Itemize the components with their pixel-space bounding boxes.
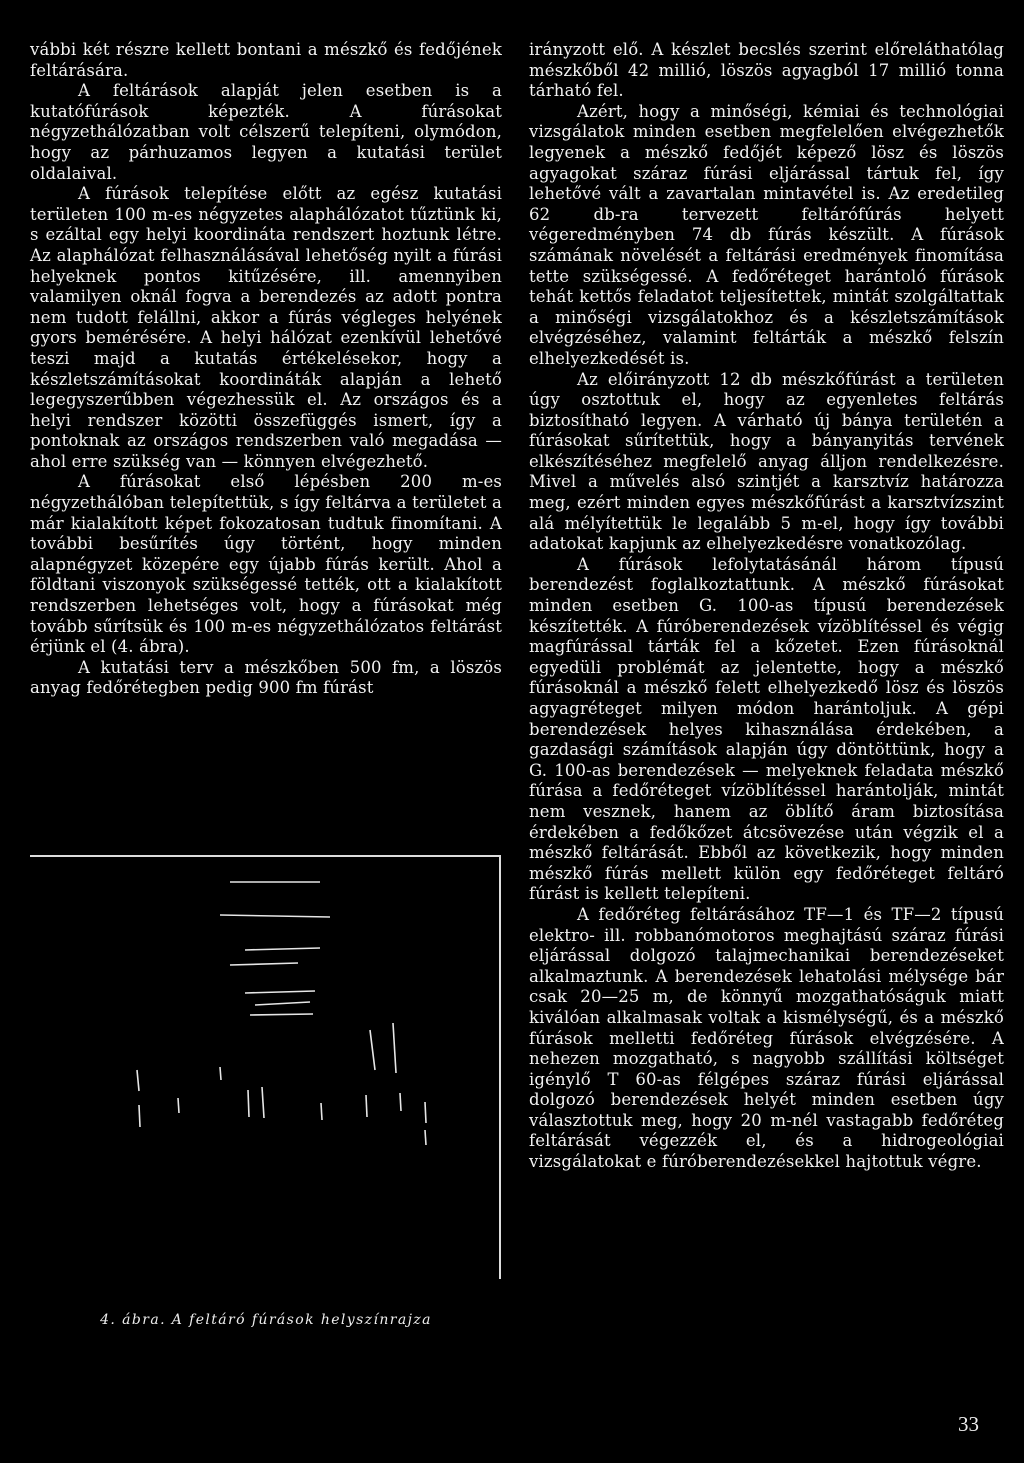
plan-line bbox=[245, 948, 320, 950]
plan-line bbox=[139, 1105, 140, 1127]
plan-line bbox=[255, 1002, 310, 1005]
paragraph: irányzott elő. A készlet becslés szerint előreláthatólag mészkőből 42 millió, löszös agyagból 17 millió tonna tárható fel. bbox=[529, 40, 1004, 101]
left-column bbox=[30, 40, 502, 699]
paragraph: vábbi két részre kellett bontani a mészkő és fedőjének feltárására. bbox=[30, 40, 502, 80]
paragraph: A fúrások lefolytatásánál három típusú berendezést foglalkoztattunk. A mészkő fúrásokat minden esetben G. 100-as típusú berendezések készítették. A fúróberendezések vízöblítéssel és végig magfúrással tárták fel a kőzetet. Ezen fúrásoknál egyedüli problémát az jelentette, hogy a mészkő fúrásoknál a mészkő felett elhelyezkedő lösz és löszös agyagréteget milyen módon harántoljuk. A gépi berendezések helyes kihasználása érdekében, a gazdasági számítások alapján úgy döntöttünk, hogy a G. 100-as berendezések — melyeknek feladata mészkő fúrása a fedőréteget vízöblítéssel harántolják, mintát nem vesznek, hanem az öblítő áram biztosítása érdekében a fedőkőzet átcsövezése után végzik el a mészkő feltárását. Ebből az következik, hogy minden mészkő fúrás mellett külön egy fedőréteget feltáró fúrást is kellett telepíteni. bbox=[529, 554, 1004, 904]
plan-line bbox=[321, 1103, 322, 1120]
paragraph: A fúrásokat első lépésben 200 m-es négyzethálóban telepítettük, s így feltárva a területet a már kialakított képet fokozatosan tudtuk finomítani. A további besűrítés úgy történt, hogy minden alapnégyzet közepére egy újabb fúrás került. Ahol a földtani viszonyok szükségessé tették, ott a kialakított rendszerben lehetséges volt, hogy a fúrásokat még tovább sűrítsük és 100 m-es négyzethálózatos feltárást érjünk el (4. ábra). bbox=[30, 472, 502, 657]
plan-line bbox=[425, 1130, 426, 1145]
paragraph: Az előirányzott 12 db mészkőfúrást a területen úgy osztottuk el, hogy az egyenletes feltárás biztosítható legyen. A várható új bánya területén a fúrásokat sűrítettük, hogy a bányanyitás tervének elkészítéséhez megfelelő anyag álljon rendelkezésre. Mivel a művelés alsó szintjét a karsztvíz határozza meg, ezért minden egyes mészkőfúrást a karsztvízszint alá mélyítettük le legalább 5 m-el, hogy így további adatokat kapjunk az elhelyezkedésre vonatkozólag. bbox=[529, 369, 1004, 554]
paragraph: Azért, hogy a minőségi, kémiai és technológiai vizsgálatok minden esetben megfelelően elvégezhetők legyenek a mészkő fedőjét képező lösz és löszös agyagokat száraz fúrási eljárással tártuk fel, így lehetővé vált a zavartalan mintavétel is. Az eredetileg 62 db-ra tervezett feltárófúrás helyett végeredményben 74 db fúrás készült. A fúrások számának növelését a feltárási eredmények finomítása tette szükségessé. A fedőréteget harántoló fúrások tehát kettős feladatot teljesítettek, mintát szolgáltattak a minőségi vizsgálatokhoz és a készletszámítások elvégzéséhez, valamint feltárták a mészkő felszín elhelyezkedését is. bbox=[529, 101, 1004, 368]
plan-line bbox=[393, 1023, 396, 1073]
plan-line bbox=[425, 1102, 426, 1123]
paragraph: A fúrások telepítése előtt az egész kutatási területen 100 m-es négyzetes alaphálózatot tűztünk ki, s ezáltal egy helyi koordináta rendszert hoztunk létre. Az alaphálózat felhasználásával lehetőség nyilt a fúrási helyeknek pontos kitűzésére, ill. amennyiben valamilyen oknál fogva a berendezés az adott pontra nem tudott felállni, akkor a fúrás végleges helyének gyors bemérésére. A helyi hálózat ezenkívül lehetővé teszi majd a kutatás értékelésekor, hogy a készletszámításokat koordináták alapján a lehető legegyszerűbben végezhessük el. Az országos és a helyi rendszer közötti összefüggés ismert, így a pontoknak az országos rendszerben való megadása — ahol erre szükség van — könnyen elvégezhető. bbox=[30, 184, 502, 471]
figure-caption: 4. ábra. A feltáró fúrások helyszínrajza bbox=[100, 1312, 432, 1328]
paragraph: A feltárások alapját jelen esetben is a kutatófúrások képezték. A fúrásokat négyzethálózatban volt célszerű telepíteni, olymódon, hogy az párhuzamos legyen a kutatási terület oldalaival. bbox=[30, 81, 502, 183]
plan-line bbox=[248, 1090, 249, 1117]
site-plan-drawing bbox=[30, 855, 502, 1293]
paragraph: A kutatási terv a mészkőben 500 fm, a löszös anyag fedőrétegben pedig 900 fm fúrást bbox=[30, 657, 502, 698]
site-plan-figure bbox=[30, 855, 502, 1293]
plan-line bbox=[250, 1014, 313, 1015]
plan-line bbox=[220, 1067, 221, 1080]
plan-line bbox=[245, 991, 315, 993]
plan-line bbox=[370, 1030, 375, 1070]
plan-line bbox=[137, 1070, 139, 1091]
plan-line bbox=[262, 1087, 264, 1118]
plan-line bbox=[400, 1093, 401, 1111]
plan-line bbox=[178, 1098, 179, 1113]
right-column bbox=[529, 40, 1004, 1173]
plan-line bbox=[230, 963, 298, 965]
page-number: 33 bbox=[958, 1412, 979, 1436]
plan-line bbox=[366, 1095, 367, 1117]
plan-line bbox=[220, 915, 330, 917]
paragraph: A fedőréteg feltárásához TF—1 és TF—2 típusú elektro- ill. robbanómotoros meghajtású száraz fúrási eljárással dolgozó talajmechanikai berendezéseket alkalmaztunk. A berendezések lehatolási mélysége bár csak 20—25 m, de könnyű mozgathatóságuk miatt kiválóan alkalmasak voltak a kismélységű, és a mészkő fúrások melletti fedőréteg fúrások elvégzésére. A nehezen mozgatható, s nagyobb szállítási költséget igénylő T 60-as félgépes száraz fúrási eljárással dolgozó berendezések helyét minden esetben úgy választottuk meg, hogy 20 m-nél vastagabb fedőréteg feltárását végezzék el, és a hidrogeológiai vizsgálatokat e fúróberendezésekkel hajtottuk végre. bbox=[529, 904, 1004, 1172]
